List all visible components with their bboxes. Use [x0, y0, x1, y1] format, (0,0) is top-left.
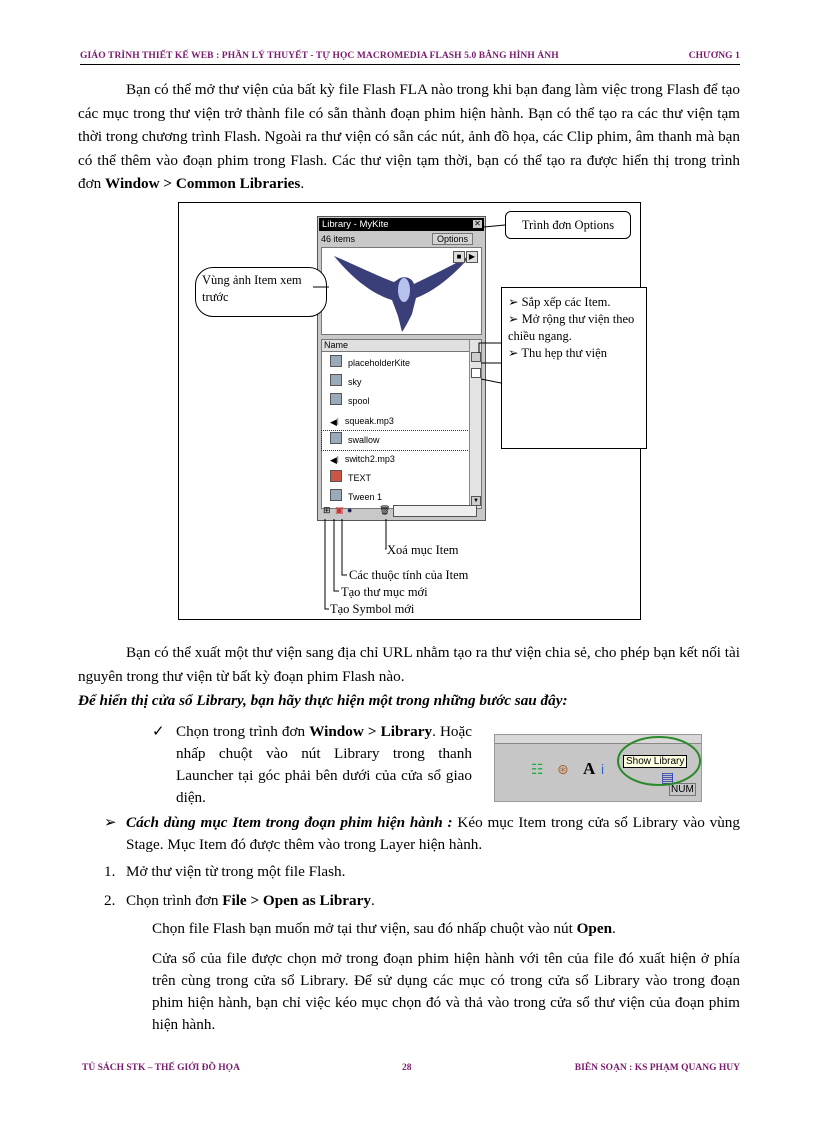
preview-area: [321, 247, 482, 335]
ann-new-symbol: Tạo Symbol mới: [330, 602, 415, 616]
sub-paragraph-window: Cửa sổ của file được chọn mở trong đoạn phim hiện hành với tên của file đó xuất hiện ở phía trên cùng trong cửa sổ Library. Để sử dụng các mục có trong cửa sổ Library vào trong đoạn phim hiện hành, bạn chỉ việc kéo mục chọn đó và thả vào trong cửa sổ thư viện của đoạn phim hiện hành.: [152, 950, 740, 1033]
note-narrow: ➢ Thu hẹp thư viện: [508, 346, 607, 360]
library-title: Library - MyKite: [322, 219, 389, 230]
callout-right-notes: [501, 287, 647, 449]
wide-view-icon[interactable]: [471, 352, 481, 362]
scroll-down-icon[interactable]: ▼: [471, 496, 481, 506]
narrow-view-icon[interactable]: [471, 368, 481, 378]
library-item-name: switch2.mp3: [344, 453, 395, 464]
footer-left: TỦ SÁCH STK – THẾ GIỚI ĐỒ HỌA: [82, 1063, 240, 1073]
step-2: [104, 890, 115, 912]
page-footer: [80, 1063, 740, 1077]
library-item-row[interactable]: [322, 450, 469, 469]
intro-text: Bạn có thể mở thư viện của bất kỳ file Flash FLA nào trong khi bạn đang làm việc trong Flash để tạo các mục trong thư viện trở thành file có sẵn thành đoạn phim hiện hành. Bạn có thể tạo ra các thư viện tạm thời trong chương trình Flash. Ngoài ra thư viện có sẵn các nút, ảnh đồ họa, các Clip phim, âm thanh mà bạn có thể thêm vào đoạn phim trong Flash. Các thư viện tạm thời, bạn có thể tạo ra được hiển thị trong trình đơn: [78, 81, 740, 192]
sub-paragraph-open: Chọn file Flash bạn muốn mở tại thư viện, sau đó nhấp chuột vào nút Open.: [152, 920, 616, 937]
export-paragraph: Bạn có thể xuất một thư viện sang địa chỉ URL nhằm tạo ra thư viện chia sẻ, cho phép bạn kết nối tài nguyên trong thư viện từ bất kỳ đoạn phim Flash nào.: [78, 644, 740, 685]
footer-right: BIÊN SOẠN : KS PHẠM QUANG HUY: [574, 1063, 740, 1073]
open-label: Open: [576, 920, 613, 937]
new-symbol-icon[interactable]: ⊞: [323, 505, 331, 515]
note-wide: ➢ Mở rộng thư viện theo chiều ngang.: [508, 312, 635, 343]
library-item-row[interactable]: [322, 431, 469, 450]
name-column-header[interactable]: Name: [322, 340, 469, 352]
library-item-row[interactable]: [322, 373, 469, 392]
library-item-name: sky: [348, 377, 362, 388]
header-title: GIÁO TRÌNH THIẾT KẾ WEB : PHẦN LÝ THUYẾT - TỰ HỌC MACROMEDIA FLASH 5.0 BẰNG HÌNH ẢNH: [80, 51, 559, 61]
character-icon[interactable]: A: [583, 759, 596, 778]
stop-icon[interactable]: ■: [453, 251, 465, 263]
page-number: 28: [402, 1063, 412, 1073]
library-window: [317, 216, 486, 521]
ann-delete: Xoá mục Item: [387, 543, 459, 557]
text-symbol-icon: [330, 470, 342, 482]
check-pre: Chọn trong trình đơn: [176, 723, 310, 740]
library-item-name: swallow: [348, 434, 380, 445]
show-library-icon[interactable]: ▤: [661, 769, 675, 785]
close-icon[interactable]: ✕: [474, 219, 481, 228]
step-1-num: 1.: [104, 863, 116, 880]
header-chapter: CHƯƠNG 1: [688, 51, 740, 61]
section-heading: Để hiển thị cửa sổ Library, bạn hãy thực hiện một trong những bước sau đây:: [78, 692, 568, 709]
item-rows: [322, 354, 469, 508]
usage-text: Kéo mục Item trong cửa sổ Library vào vùng Stage. Mục Item đó được thêm vào trong Layer hiện hành.: [126, 814, 740, 853]
library-figure: [178, 202, 641, 620]
usage-paragraph: [126, 812, 740, 856]
library-item-name: placeholderKite: [348, 358, 411, 368]
library-item-name: squeak.mp3: [344, 415, 394, 426]
launcher-screenshot: [494, 734, 702, 802]
step-2-num: 2.: [104, 892, 116, 909]
intro-paragraph: [78, 78, 740, 196]
intro-end: .: [300, 175, 305, 192]
color-icon[interactable]: ⊛: [557, 761, 569, 777]
library-bottom-bar: [321, 505, 482, 517]
delete-icon[interactable]: 🗑: [379, 505, 391, 515]
graphic-symbol-icon: [330, 355, 342, 367]
library-item-name: Tween 1: [348, 492, 383, 503]
check-post: . Hoặc nhấp chuột vào nút Library trong thanh Launcher tại góc phải bên dưới của cửa sổ giao diện.: [176, 723, 472, 806]
check-mark: ✓: [152, 723, 165, 740]
callout-options: Trình đơn Options: [505, 211, 631, 239]
usage-title: Cách dùng mục Item trong đoạn phim hiện hành :: [126, 814, 453, 831]
properties-icon[interactable]: ●: [347, 505, 353, 515]
graphic-symbol-icon: [330, 393, 342, 405]
note-sort: ➢ Sắp xếp các Item.: [508, 295, 611, 309]
sound-icon: ◀⦚: [330, 416, 339, 427]
new-folder-icon[interactable]: ▣: [335, 505, 344, 515]
usage-bullet: ➢: [104, 814, 117, 831]
library-item-row[interactable]: [322, 412, 469, 431]
library-item-row[interactable]: [322, 354, 469, 373]
show-library-tooltip: Show Library: [623, 755, 687, 768]
step-2-text: Chọn trình đơn File > Open as Library.: [126, 892, 375, 909]
vertical-scrollbar[interactable]: [469, 340, 481, 508]
info-icon[interactable]: ☷: [531, 761, 544, 777]
check-menu: Window > Library: [309, 723, 433, 740]
callout-preview: Vùng ảnh Item xem trước: [195, 267, 327, 317]
horizontal-scrollbar[interactable]: [393, 505, 477, 517]
num-indicator: NUM: [671, 784, 694, 795]
page-header: [80, 50, 740, 65]
step-2-menu: File > Open as Library: [222, 892, 371, 909]
library-item-name: TEXT: [348, 473, 372, 484]
library-item-list: [321, 339, 482, 509]
item-count: 46 items: [321, 234, 356, 244]
options-button[interactable]: Options: [432, 233, 473, 245]
ann-new-folder: Tạo thư mục mới: [341, 585, 428, 599]
instance-icon[interactable]: i: [601, 761, 605, 777]
graphic-symbol-icon: [330, 432, 342, 444]
ann-properties: Các thuộc tính của Item: [349, 568, 469, 582]
preview-controls: [452, 251, 478, 263]
library-item-row[interactable]: [322, 392, 469, 411]
highlight-ellipse: [495, 735, 701, 801]
graphic-symbol-icon: [330, 374, 342, 386]
play-icon[interactable]: ▶: [466, 251, 478, 263]
step-1-text: Mở thư viện từ trong một file Flash.: [126, 863, 346, 880]
library-item-row[interactable]: [322, 469, 469, 488]
graphic-symbol-icon: [330, 489, 342, 501]
step-1: [104, 861, 115, 883]
intro-menu-path: Window > Common Libraries: [105, 175, 301, 192]
library-item-name: spool: [348, 396, 370, 407]
sound-icon: ◀⦚: [330, 454, 339, 465]
library-title-bar: [319, 218, 484, 231]
check-paragraph: [176, 721, 472, 809]
